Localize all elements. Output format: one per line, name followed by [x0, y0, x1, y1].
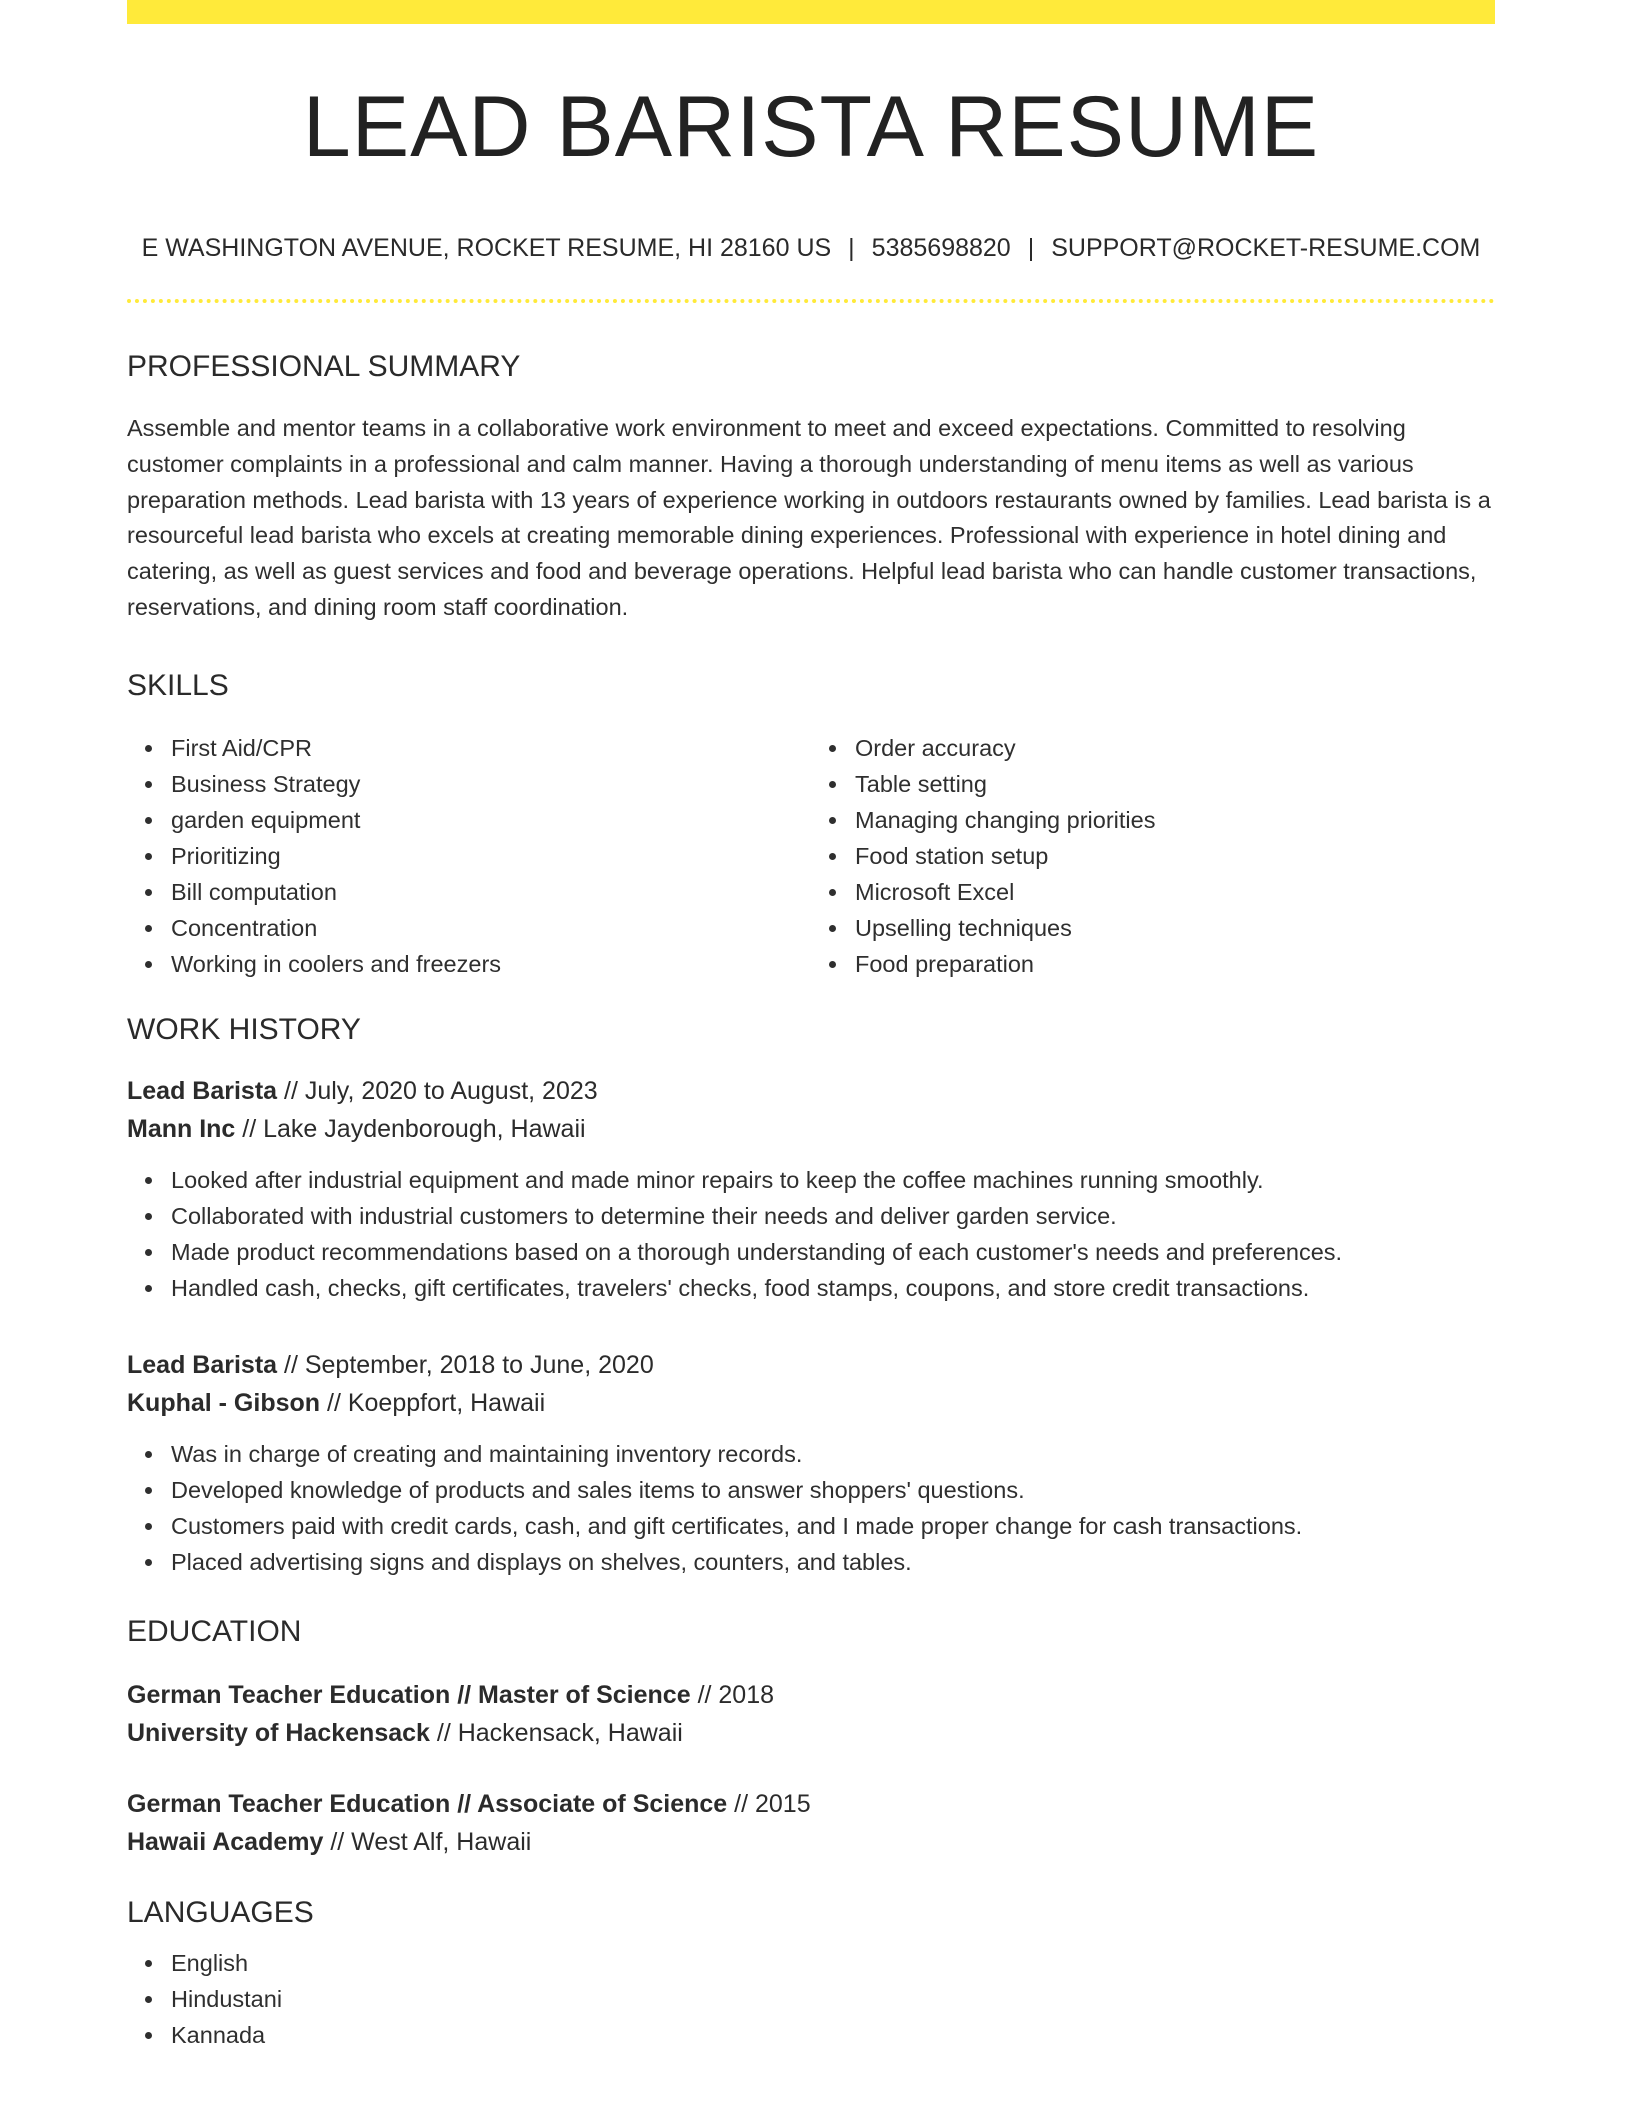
skills-list-left: [127, 730, 811, 982]
job-bullet: Was in charge of creating and maintaining inventory records.: [171, 1436, 1495, 1472]
job-bullet: Handled cash, checks, gift certificates, travelers' checks, food stamps, coupons, and store credit transactions.: [171, 1270, 1495, 1306]
skill-item: garden equipment: [171, 802, 811, 838]
languages-list: [127, 1945, 1495, 2053]
education-heading: EDUCATION: [127, 1614, 302, 1648]
language-item: English: [171, 1945, 1495, 1981]
job-bullet: Customers paid with credit cards, cash, and gift certificates, and I made proper change for cash transactions.: [171, 1508, 1495, 1544]
job-company-line: [127, 1110, 1495, 1148]
skill-item: Order accuracy: [855, 730, 1495, 766]
job-company-line: [127, 1384, 1495, 1422]
skill-item: Upselling techniques: [855, 910, 1495, 946]
skill-item: Concentration: [171, 910, 811, 946]
skill-item: Managing changing priorities: [855, 802, 1495, 838]
contact-separator: |: [1027, 234, 1035, 262]
skills-list-right: [811, 730, 1495, 982]
education-degree: German Teacher Education // Associate of Science: [127, 1789, 728, 1818]
education-degree-line: [127, 1676, 1495, 1714]
education-school: University of Hackensack: [127, 1718, 430, 1747]
skill-item: Food preparation: [855, 946, 1495, 982]
education-location: // Hackensack, Hawaii: [429, 1718, 683, 1747]
dotted-divider: [127, 299, 1495, 303]
skill-item: First Aid/CPR: [171, 730, 811, 766]
job-company: Kuphal - Gibson: [127, 1388, 321, 1417]
language-item: Kannada: [171, 2017, 1495, 2053]
job-location: // Koeppfort, Hawaii: [320, 1388, 546, 1417]
education-year: // 2015: [727, 1789, 811, 1818]
contact-email: SUPPORT@ROCKET-RESUME.COM: [1051, 234, 1481, 262]
job-bullets: [127, 1436, 1495, 1580]
job-bullet: Looked after industrial equipment and made minor repairs to keep the coffee machines running smoothly.: [171, 1162, 1495, 1198]
accent-top-bar: [127, 0, 1495, 24]
skill-item: Table setting: [855, 766, 1495, 802]
skill-item: Business Strategy: [171, 766, 811, 802]
skill-item: Prioritizing: [171, 838, 811, 874]
job-bullet: Made product recommendations based on a thorough understanding of each customer's needs and preferences.: [171, 1234, 1495, 1270]
contact-address: E WASHINGTON AVENUE, ROCKET RESUME, HI 28160 US: [141, 234, 832, 262]
job-bullet: Placed advertising signs and displays on shelves, counters, and tables.: [171, 1544, 1495, 1580]
skill-item: Food station setup: [855, 838, 1495, 874]
skill-item: Working in coolers and freezers: [171, 946, 811, 982]
education-school: Hawaii Academy: [127, 1827, 324, 1856]
job-title-line: [127, 1072, 1495, 1110]
education-school-line: [127, 1823, 1495, 1861]
education-degree: German Teacher Education // Master of Science: [127, 1680, 691, 1709]
languages-heading: LANGUAGES: [127, 1895, 314, 1929]
education-degree-line: [127, 1785, 1495, 1823]
summary-text: Assemble and mentor teams in a collaborative work environment to meet and exceed expectations. Committed to resolving customer complaints in a professional and calm manner. Having a thorough understanding of menu items as well as various preparation methods. Lead barista with 13 years of experience working in outdoors restaurants owned by families. Lead barista is a resourceful lead barista who excels at creating memorable dining experiences. Professional with experience in hotel dining and catering, as well as guest services and food and beverage operations. Helpful lead barista who can handle customer transactions, reservations, and dining room staff coordination.: [127, 415, 1491, 620]
skills-columns: [127, 730, 1495, 982]
job-dates: // September, 2018 to June, 2020: [277, 1350, 654, 1379]
education-year: // 2018: [690, 1680, 775, 1709]
job-title-line: [127, 1346, 1495, 1384]
resume-title: LEAD BARISTA RESUME: [302, 79, 1320, 175]
job-bullet: Collaborated with industrial customers to determine their needs and deliver garden service.: [171, 1198, 1495, 1234]
job-bullet: Developed knowledge of products and sales items to answer shoppers' questions.: [171, 1472, 1495, 1508]
job-bullets: [127, 1162, 1495, 1306]
contact-phone: 5385698820: [871, 234, 1011, 262]
resume-page: [127, 0, 1495, 2053]
education-location: // West Alf, Hawaii: [323, 1827, 532, 1856]
skill-item: Microsoft Excel: [855, 874, 1495, 910]
contact-separator: |: [848, 234, 855, 262]
language-item: Hindustani: [171, 1981, 1495, 2017]
job-title: Lead Barista: [127, 1076, 278, 1105]
job-dates: // July, 2020 to August, 2023: [277, 1076, 598, 1105]
work-history-heading: WORK HISTORY: [127, 1012, 361, 1046]
skill-item: Bill computation: [171, 874, 811, 910]
job-title: Lead Barista: [127, 1350, 278, 1379]
contact-line: [127, 233, 1495, 263]
education-school-line: [127, 1714, 1495, 1752]
skills-heading: SKILLS: [127, 668, 229, 702]
job-location: // Lake Jaydenborough, Hawaii: [235, 1114, 586, 1143]
job-company: Mann Inc: [127, 1114, 236, 1143]
summary-heading: PROFESSIONAL SUMMARY: [127, 350, 521, 383]
